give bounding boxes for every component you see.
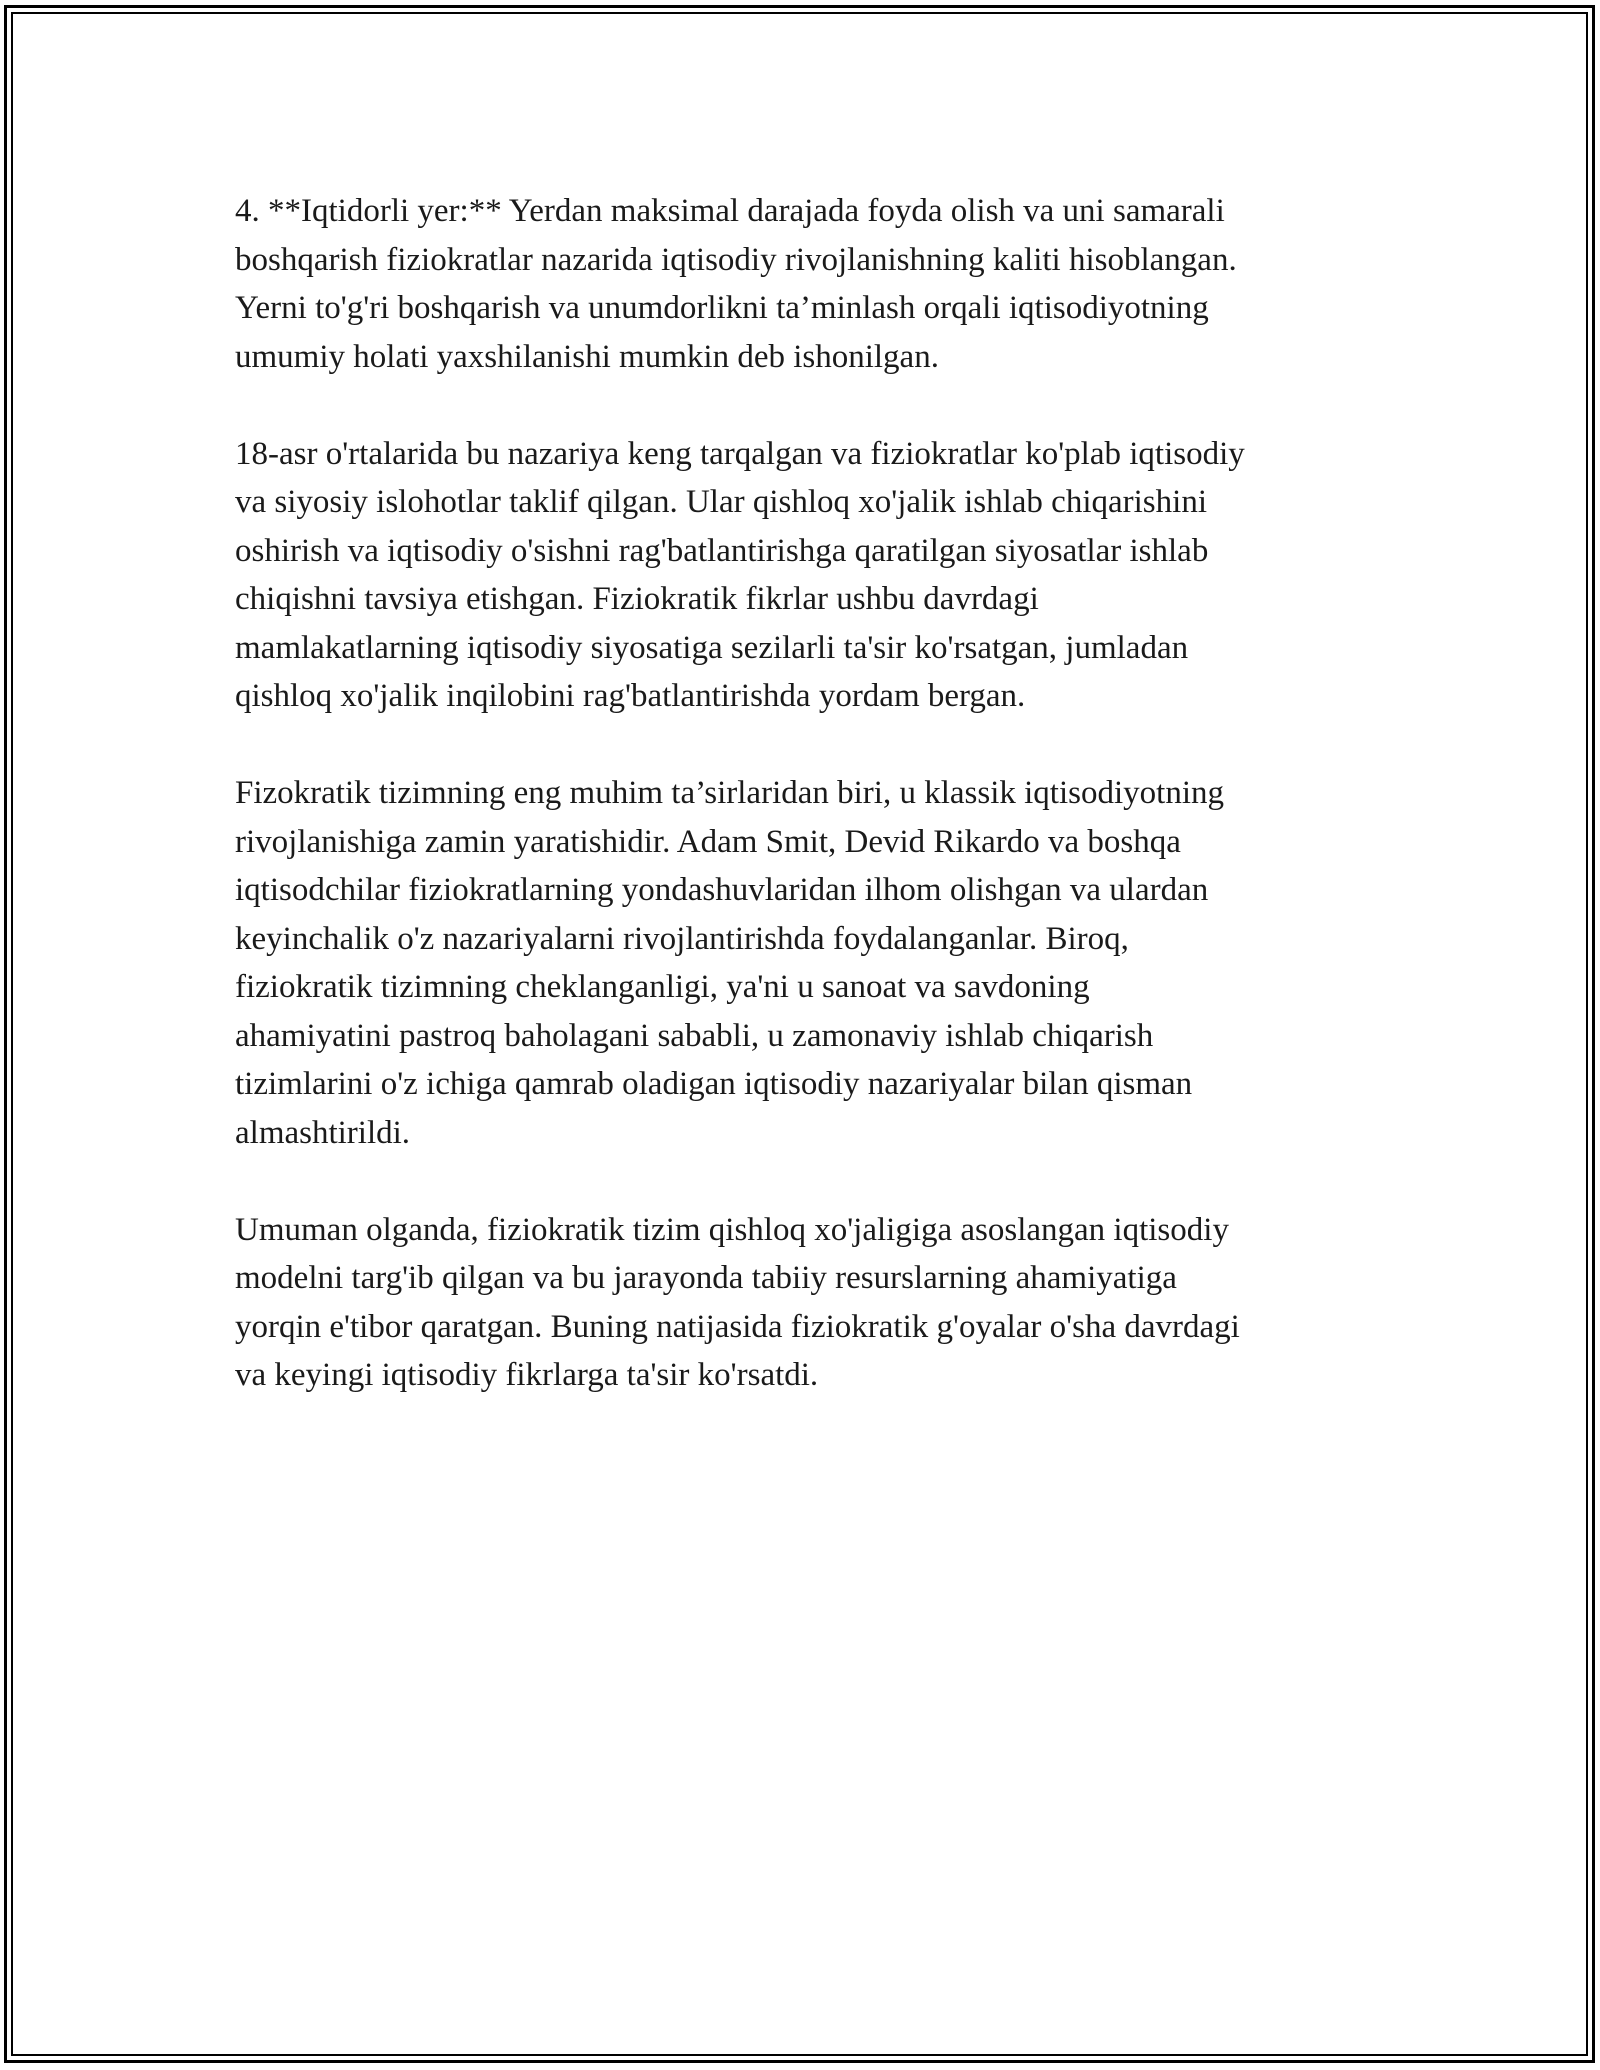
text-line: yorqin e'tibor qaratgan. Buning natijasida fiziokratik g'oyalar o'sha davrdagi — [235, 1308, 1240, 1345]
text-line: ahamiyatini pastroq baholagani sababli, u zamonaviy ishlab chiqarish — [235, 1017, 1154, 1054]
text-line: keyinchalik o'z nazariyalarni rivojlantirishda foydalanganlar. Biroq, — [235, 920, 1129, 957]
text-line: iqtisodchilar fiziokratlarning yondashuvlaridan ilhom olishgan va ulardan — [235, 872, 1209, 908]
text-line: modelni targ'ib qilgan va bu jarayonda tabiiy resurslarning ahamiyatiga — [235, 1260, 1177, 1296]
text-line: 4. **Iqtidorli yer:** Yerdan maksimal darajada foyda olish va uni samarali — [235, 193, 1225, 229]
paragraph-4 — [235, 1206, 1375, 1400]
text-line: umumiy holati yaxshilanishi mumkin deb ishonilgan. — [235, 338, 939, 375]
text-line: tizimlarini o'z ichiga qamrab oladigan iqtisodiy nazariyalar bilan qisman — [235, 1066, 1193, 1102]
text-line: chiqishni tavsiya etishgan. Fiziokratik fikrlar ushbu davrdagi — [235, 581, 1039, 617]
text-line: Fizokratik tizimning eng muhim ta’sirlaridan biri, u klassik iqtisodiyotning — [235, 775, 1224, 811]
text-line: qishloq xo'jalik inqilobini rag'batlantirishda yordam bergan. — [235, 678, 1026, 714]
text-line: 18-asr o'rtalarida bu nazariya keng tarqalgan va fiziokratlar ko'plab iqtisodiy — [235, 435, 1245, 472]
paragraph-3 — [235, 769, 1375, 1157]
paragraph-1 — [235, 187, 1375, 381]
text-line: oshirish va iqtisodiy o'sishni rag'batlantirishga qaratilgan siyosatlar ishlab — [235, 532, 1209, 569]
text-line: Umuman olganda, fiziokratik tizim qishloq xo'jaligiga asoslangan iqtisodiy — [235, 1211, 1229, 1248]
text-line: mamlakatlarning iqtisodiy siyosatiga sezilarli ta'sir ko'rsatgan, jumladan — [235, 629, 1189, 666]
text-line: va keyingi iqtisodiy fikrlarga ta'sir ko'rsatdi. — [235, 1357, 819, 1393]
text-line: almashtirildi. — [235, 1114, 411, 1151]
text-line: boshqarish fiziokratlar nazarida iqtisodiy rivojlanishning kaliti hisoblangan. — [235, 241, 1237, 278]
text-line: rivojlanishiga zamin yaratishidir. Adam Smit, Devid Rikardo va boshqa — [235, 823, 1181, 860]
text-line: fiziokratik tizimning cheklanganligi, ya'ni u sanoat va savdoning — [235, 969, 1090, 1005]
text-line: va siyosiy islohotlar taklif qilgan. Ular qishloq xo'jalik ishlab chiqarishini — [235, 484, 1207, 520]
text-line: Yerni to'g'ri boshqarish va unumdorlikni ta’minlash orqali iqtisodiyotning — [235, 290, 1209, 326]
document-body — [235, 187, 1375, 1448]
paragraph-2 — [235, 430, 1375, 721]
